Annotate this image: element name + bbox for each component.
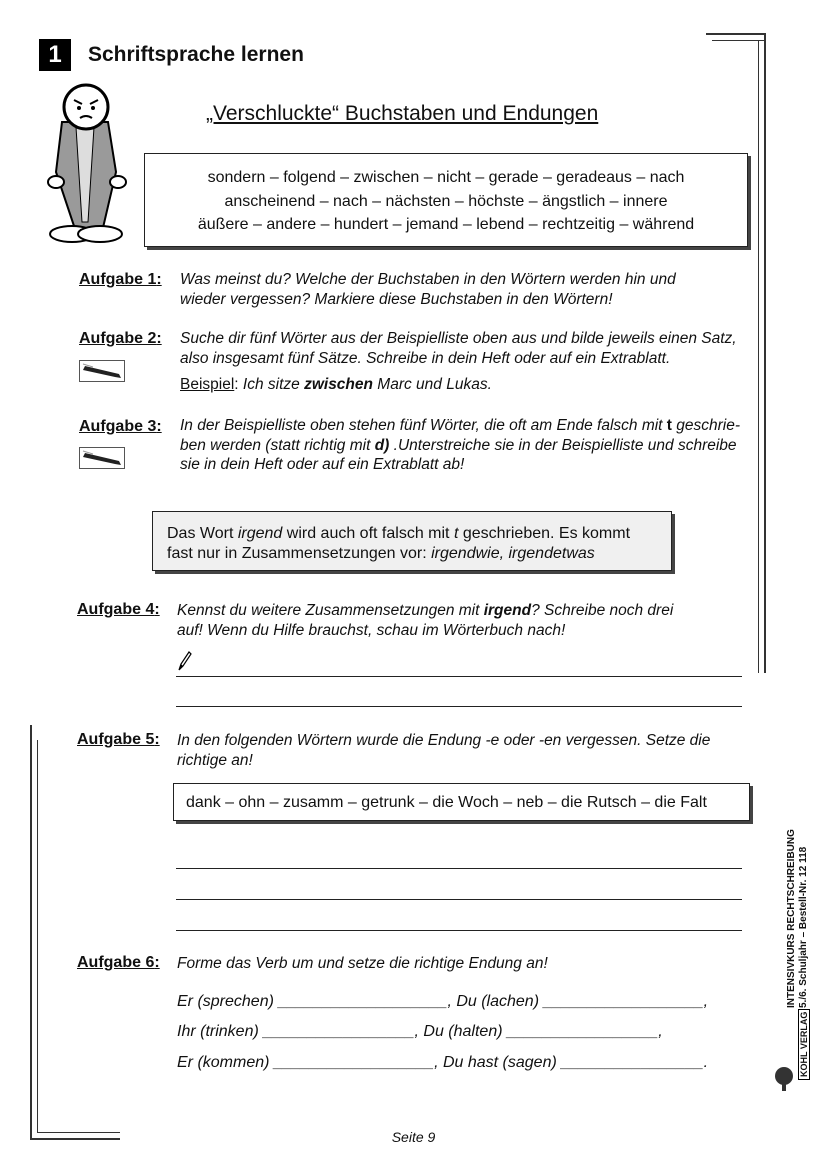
frame-top-line [706, 33, 766, 35]
task1-label: Aufgabe 1: [79, 271, 162, 288]
chapter-number: 1 [39, 39, 71, 71]
task5-line: In den folgenden Wörtern wurde die Endung -e oder -en vergessen. Setze die [177, 732, 711, 749]
task1-line: wieder vergessen? Markiere diese Buchstaben in den Wörtern! [180, 290, 613, 308]
task2-line: Suche dir fünf Wörter aus der Beispielliste oben aus und bilde jeweils einen Satz, [180, 330, 737, 347]
mascot-figure-icon [36, 82, 136, 248]
task3-line: In der Beispielliste oben stehen fünf Wörter, die oft am Ende falsch mit t geschrie- [180, 417, 741, 434]
task3-text [180, 416, 740, 475]
answer-line[interactable] [176, 676, 742, 677]
task2-text [180, 329, 737, 368]
frame-right-line-inner [758, 40, 759, 673]
task3-line: ben werden (statt richtig mit d) .Unterstreiche sie in der Beispielliste und schreibe [180, 436, 737, 454]
task6-label: Aufgabe 6: [77, 954, 160, 971]
answer-line[interactable] [176, 868, 742, 869]
task2-line: also insgesamt fünf Sätze. Schreibe in dein Heft oder auf ein Extrablatt. [180, 349, 671, 367]
task2-example: Beispiel: Ich sitze zwischen Marc und Lukas. [180, 376, 492, 393]
info-line: fast nur in Zusammensetzungen vor: irgendwie, irgendetwas [167, 545, 595, 562]
side-order-number: 5./6. Schuljahr – Bestell-Nr. 12 118 [798, 846, 809, 1008]
worksheet-subtitle: „Verschluckte“ Buchstaben und Endungen [206, 102, 599, 125]
info-box [152, 511, 672, 571]
example-label: Beispiel [180, 376, 235, 393]
task6-instruction: Forme das Verb um und setze die richtige Endung an! [177, 955, 548, 972]
word-list-line: anscheinend – nach – nächsten – höchste – ängstlich – innere [224, 192, 668, 210]
task4-line: Kennst du weitere Zusammensetzungen mit irgend? Schreibe noch drei [177, 602, 674, 619]
word-list-box [144, 153, 748, 247]
task5-line: richtige an! [177, 751, 253, 769]
write-in-notebook-icon [79, 360, 125, 382]
task4-line: auf! Wenn du Hilfe brauchst, schau im Wörterbuch nach! [177, 621, 566, 639]
task3-label: Aufgabe 3: [79, 418, 162, 435]
endings-word-box: dank – ohn – zusamm – getrunk – die Woch – neb – die Rutsch – die Falt [173, 783, 750, 821]
side-series-title: INTENSIVKURS RECHTSCHREIBUNG [786, 829, 797, 1008]
verb-fill-row[interactable]: Er (kommen) __________________, Du hast (sagen) ________________. [177, 1054, 709, 1071]
verb-fill-row[interactable]: Er (sprechen) ___________________, Du (lachen) __________________, [177, 993, 709, 1010]
frame-left-line [30, 725, 32, 1140]
chapter-title: Schriftsprache lernen [88, 43, 304, 66]
pencil-icon [176, 650, 192, 672]
write-in-notebook-icon [79, 447, 125, 469]
task3-line: sie in dein Heft oder auf ein Extrablatt ab! [180, 456, 465, 473]
task2-label: Aufgabe 2: [79, 330, 162, 347]
info-line: Das Wort irgend wird auch oft falsch mit t geschrieben. Es kommt [167, 525, 631, 542]
task5-label: Aufgabe 5: [77, 731, 160, 748]
word-list-line: sondern – folgend – zwischen – nicht – gerade – geradeaus – nach [207, 169, 685, 186]
task5-text [177, 731, 710, 770]
frame-right-line [764, 33, 766, 673]
page-number: Seite 9 [391, 1129, 436, 1145]
answer-line[interactable] [176, 899, 742, 900]
word-list-line: äußere – andere – hundert – jemand – lebend – rechtzeitig – während [197, 216, 695, 233]
answer-line[interactable] [176, 706, 742, 707]
frame-left-line-inner [37, 740, 38, 1133]
publisher-tree-icon [772, 1066, 796, 1092]
task1-line: Was meinst du? Welche der Buchstaben in den Wörtern werden hin und [180, 271, 676, 288]
verb-fill-row[interactable]: Ihr (trinken) _________________, Du (halten) _________________, [177, 1023, 663, 1040]
task1-text [180, 270, 676, 309]
publisher-logo: KOHL VERLAG [798, 1009, 810, 1080]
task4-label: Aufgabe 4: [77, 601, 160, 618]
task4-text [177, 601, 673, 640]
answer-line[interactable] [176, 930, 742, 931]
